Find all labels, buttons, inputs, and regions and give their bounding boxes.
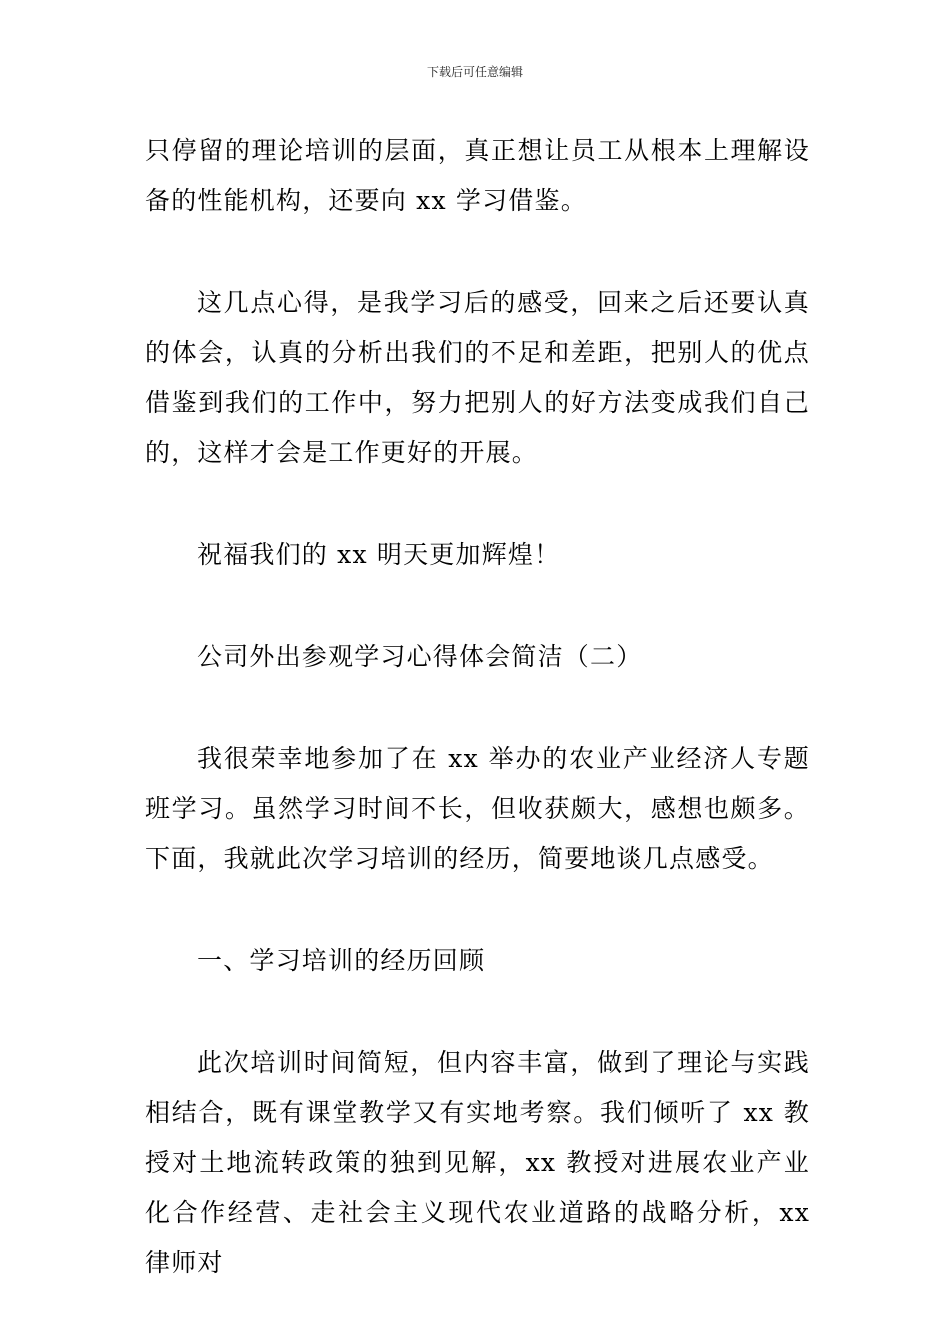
paragraph-blessing: 祝福我们的 xx 明天更加辉煌！ bbox=[197, 540, 561, 569]
section-heading: 一、学习培训的经历回顾 bbox=[197, 946, 486, 975]
section-title: 公司外出参观学习心得体会简洁（二） bbox=[197, 642, 643, 671]
document-body bbox=[145, 126, 810, 1340]
paragraph-continuation: 只停留的理论培训的层面，真正想让员工从根本上理解设备的性能机构，还要向 xx 学习借鉴。 bbox=[145, 136, 810, 215]
page-header: 下载后可任意编辑 bbox=[426, 65, 523, 79]
paragraph-training-review: 此次培训时间简短，但内容丰富，做到了理论与实践相结合，既有课堂教学又有实地考察。我们倾听了 xx 教授对土地流转政策的独到见解，xx 教授对进展农业产业化合作经营、走社会主义现代农业道路的战略分析，xx 律师对 bbox=[145, 1048, 810, 1277]
paragraph-reflection: 这几点心得，是我学习后的感受，回来之后还要认真的体会，认真的分析出我们的不足和差距，把别人的优点借鉴到我们的工作中，努力把别人的好方法变成我们自己的，这样才会是工作更好的开展。 bbox=[145, 288, 810, 467]
paragraph-intro: 我很荣幸地参加了在 xx 举办的农业产业经济人专题班学习。虽然学习时间不长，但收获颇大，感想也颇多。下面，我就此次学习培训的经历，简要地谈几点感受。 bbox=[145, 744, 810, 873]
